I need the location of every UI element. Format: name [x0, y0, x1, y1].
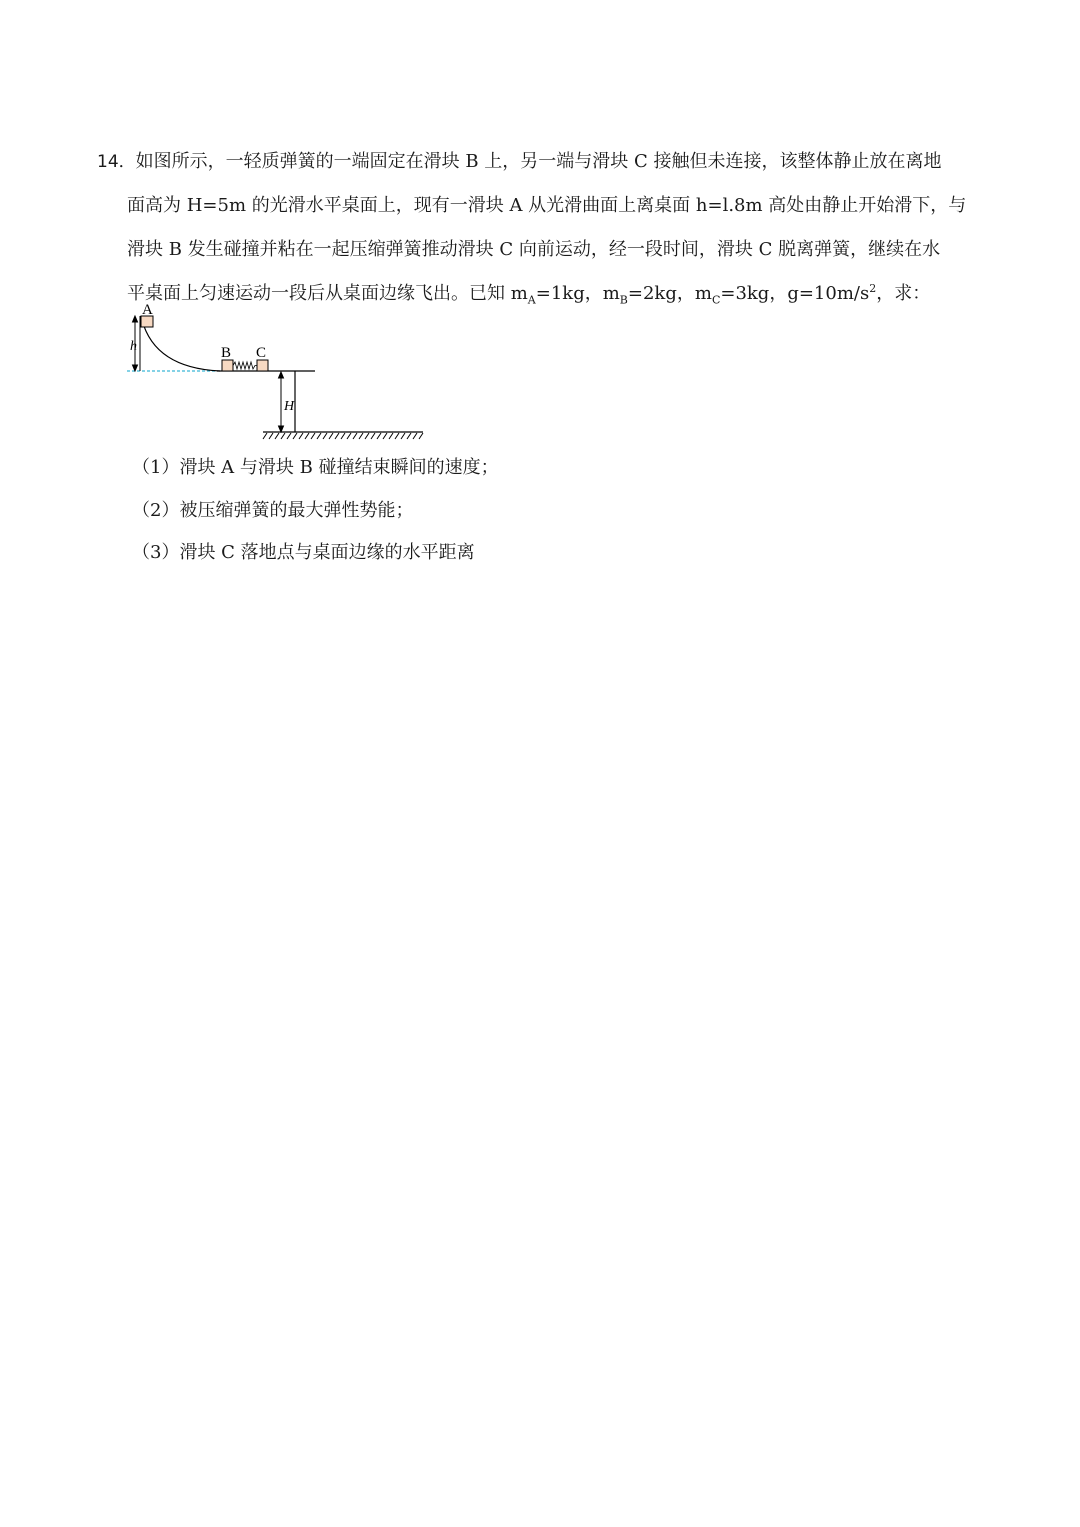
label-H: H: [284, 399, 295, 414]
question-line-2: 面高为 H=5m 的光滑水平桌面上，现有一滑块 A 从光滑曲面上离桌面 h=l.8m 高处由静止开始滑下，与: [127, 195, 967, 216]
ground-hatch: [263, 433, 423, 439]
question-14: [97, 140, 997, 316]
label-a: A: [142, 302, 153, 318]
question-line-1: 14．如图所示，一轻质弹簧的一端固定在滑块 B 上，另一端与滑块 C 接触但未连接，该整体静止放在离地: [97, 151, 942, 172]
block-b: [222, 360, 233, 371]
curved-slope: [142, 320, 220, 371]
spring: [233, 362, 257, 369]
question-line-3: 滑块 B 发生碰撞并粘在一起压缩弹簧推动滑块 C 向前运动，经一段时间，滑块 C 脱离弹簧，继续在水: [127, 239, 941, 260]
label-c: C: [256, 345, 267, 361]
question-line-4: 平桌面上匀速运动一段后从桌面边缘飞出。已知 $m_A=1kg$，$m_B=2kg$，$m_C=3kg$，$g=10m/s^2$，求：: [127, 282, 931, 307]
question-number: 14．: [97, 152, 136, 172]
H-dimension-arrow: [279, 372, 284, 432]
physics-diagram: [125, 300, 430, 442]
sub-question-2: （2）被压缩弹簧的最大弹性势能；: [132, 500, 414, 521]
label-b: B: [221, 345, 232, 361]
sub-question-1: （1）滑块 A 与滑块 B 碰撞结束瞬间的速度；: [132, 457, 499, 478]
block-c: [257, 360, 268, 371]
sub-question-3: （3）滑块 C 落地点与桌面边缘的水平距离: [132, 542, 475, 563]
label-h: h: [130, 339, 137, 354]
